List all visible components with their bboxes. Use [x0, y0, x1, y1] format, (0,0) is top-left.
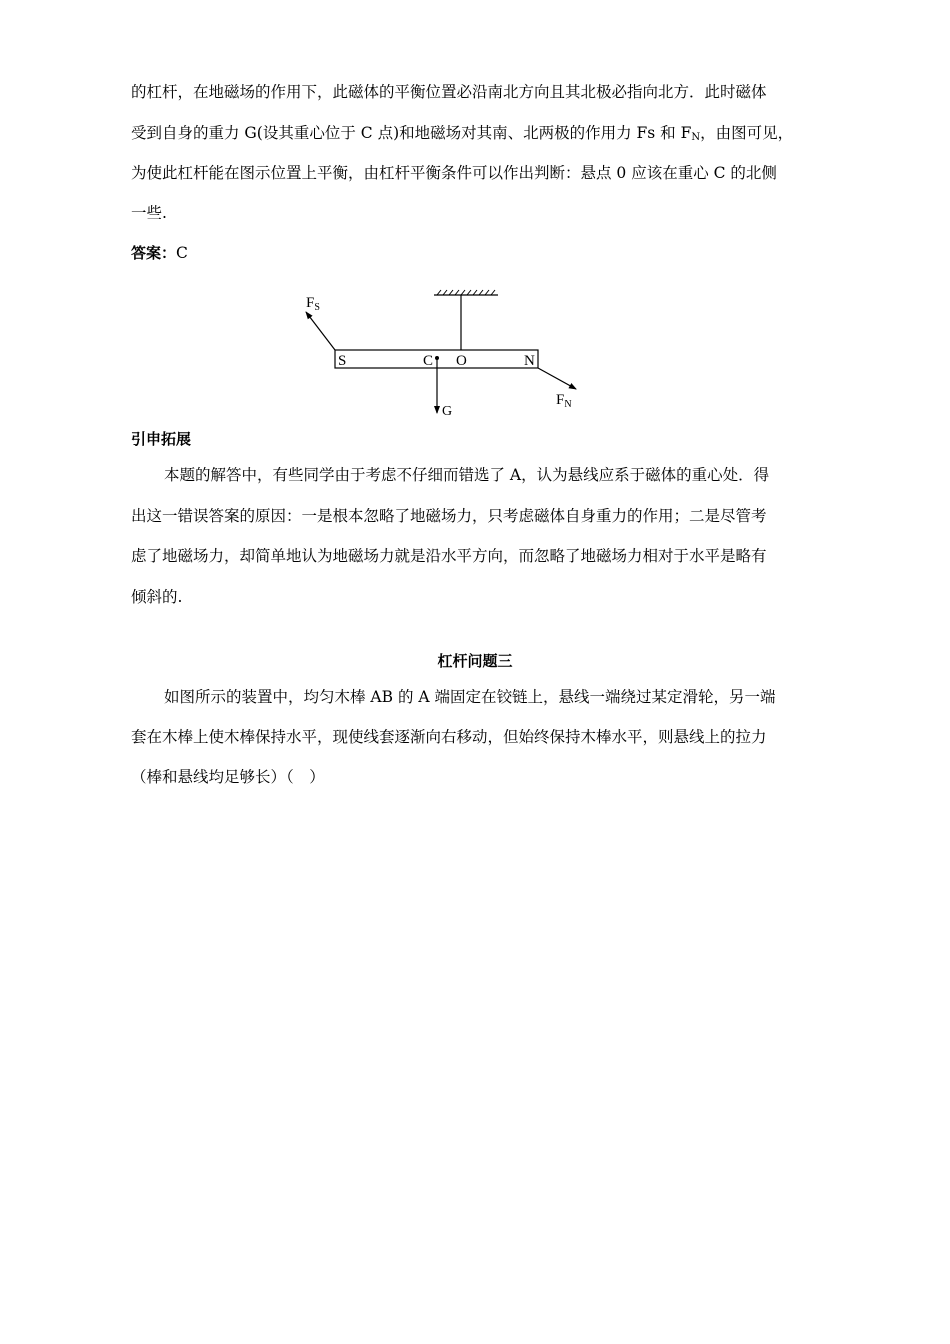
extension-line-2: 出这一错误答案的原因：一是根本忽略了地磁场力，只考虑磁体自身重力的作用；二是尽管考 — [131, 507, 767, 525]
problem3-line-3: （棒和悬线均足够长）（ ） — [131, 768, 325, 786]
center-of-gravity-label: C — [423, 353, 434, 369]
fn-force-arrow — [538, 368, 576, 389]
problem3-title: 杠杆问题三 — [437, 652, 513, 670]
answer-label: 答案： — [131, 244, 177, 262]
fs-label — [306, 295, 320, 313]
pivot-label: O — [456, 353, 467, 369]
north-pole-label: N — [524, 353, 535, 369]
extension-line-3: 虑了地磁场力，却简单地认为地磁场力就是沿水平方向，而忽略了地磁场力相对于水平是略有 — [131, 547, 767, 565]
ceiling-support — [434, 290, 498, 295]
answer-value: C — [176, 244, 188, 262]
fn-label-main: F — [556, 392, 565, 408]
fn-label-sub: N — [564, 399, 572, 410]
magnet-lever-diagram — [300, 286, 600, 420]
problem3-line-1: 如图所示的装置中，均匀木棒 AB 的 A 端固定在铰链上，悬线一端绕过某定滑轮，另一端 — [164, 688, 776, 706]
problem3-line-2: 套在木棒上使木棒保持水平，现使线套逐渐向右移动，但始终保持木棒水平，则悬线上的拉力 — [131, 728, 767, 746]
extension-line-1: 本题的解答中，有些同学由于考虑不仔细而错选了 A，认为悬线应系于磁体的重心处．得 — [164, 466, 770, 484]
magnet-lever-figure — [300, 286, 600, 420]
south-pole-label: S — [338, 353, 347, 369]
fs-label-main: F — [306, 295, 315, 311]
gravity-label: G — [442, 404, 453, 419]
paragraph-line-1: 的杠杆，在地磁场的作用下，此磁体的平衡位置必沿南北方向且其北极必指向北方．此时磁体 — [131, 83, 767, 101]
paragraph-line-2-subscript: N — [691, 132, 701, 143]
extension-heading: 引申拓展 — [131, 430, 192, 448]
fn-label — [556, 392, 572, 410]
paragraph-line-3: 为使此杠杆能在图示位置上平衡，由杠杆平衡条件可以作出判断：悬点 0 应该在重心 C 的北侧 — [131, 164, 777, 182]
fs-force-arrow — [306, 312, 335, 350]
answer-line — [131, 242, 188, 264]
paragraph-line-2 — [131, 122, 793, 144]
fs-label-sub: S — [314, 302, 320, 313]
paragraph-line-2-text-b: ，由图可见， — [700, 124, 794, 142]
extension-line-4: 倾斜的. — [131, 588, 183, 606]
paragraph-line-2-text-a: 受到自身的重力 G(设其重心位于 C 点)和地磁场对其南、北两极的作用力 Fs 和 F — [131, 124, 692, 142]
paragraph-line-4: 一些. — [131, 204, 167, 222]
